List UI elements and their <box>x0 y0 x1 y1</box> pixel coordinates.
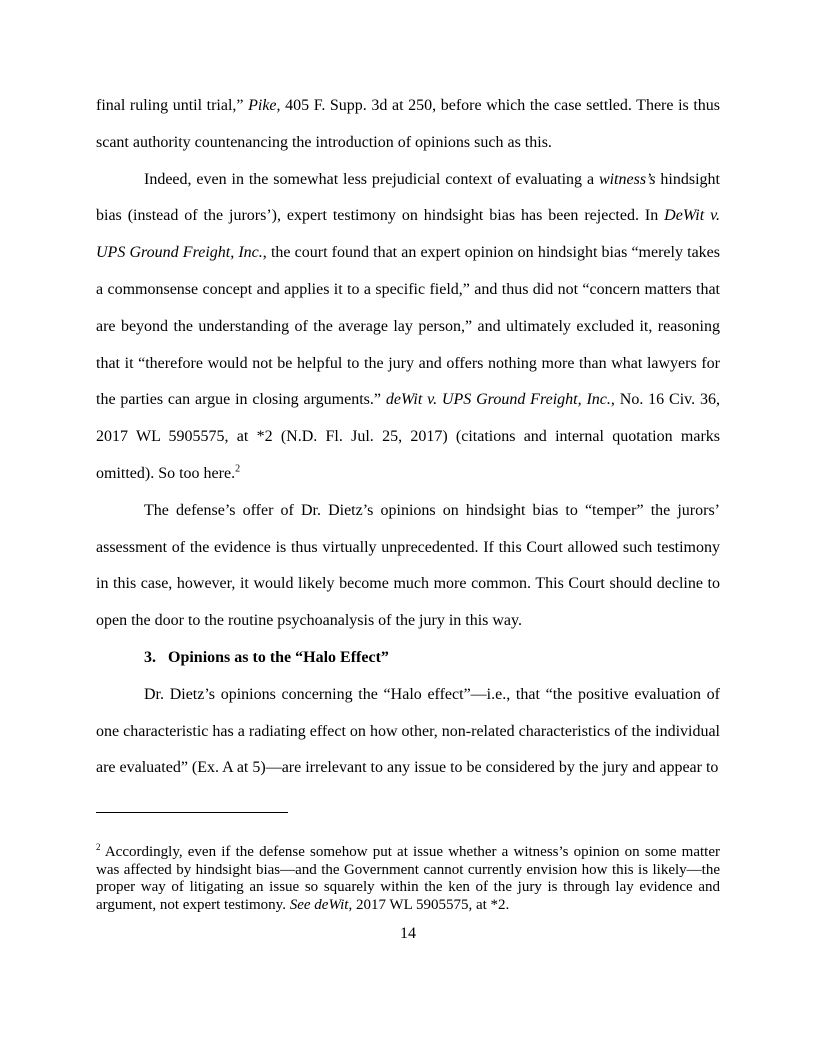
page-number: 14 <box>400 925 416 942</box>
footnote-separator <box>96 812 288 813</box>
emphasis-witness: witness’s <box>598 170 656 188</box>
footnote: $^2$ Accordingly, even if the defense somehow put at issue whether a witness’s opinion on some matter was affected by hindsight bias—and the Government cannot currently envision how this is likely—the proper way of litigating an issue so squarely within the ken of the jury is through lay evidence and argument, not expert testimony. See deWit, 2017 WL 5905575, at *2. <box>96 842 720 913</box>
paragraph-dewit: Indeed, even in the somewhat less prejudicial context of evaluating a witness’s hindsight bias (instead of the jurors’), expert testimony on hindsight bias has been rejected. In DeWit v. UPS Ground Freight, Inc., the court found that an expert opinion on hindsight bias “merely takes a commonsense concept and applies it to a specific field,” and thus did not “concern matters that are beyond the understanding of the average lay person,” and ultimately excluded it, reasoning that it “therefore would not be helpful to the jury and offers nothing more than what lawyers for the parties can argue in closing arguments.” deWit v. UPS Ground Freight, Inc., No. 16 Civ. 36, 2017 WL 5905575, at *2 (N.D. Fl. Jul. 25, 2017) (citations and internal quotation marks omitted). So too here.$^2$ <box>96 170 721 482</box>
footnote-reference: 2 <box>235 463 241 475</box>
case-name-dewit: DeWit v. UPS Ground Freight, Inc. <box>96 207 721 262</box>
document-body <box>96 88 720 787</box>
case-citation-dewit: deWit v. UPS Ground Freight, Inc. <box>385 391 611 409</box>
section-heading-halo-effect <box>96 640 720 677</box>
paragraph-halo-effect: Dr. Dietz’s opinions concerning the “Halo effect”—i.e., that “the positive evaluation of one characteristic has a radiating effect on how other, non-related characteristics of the individual are evaluated” (Ex. A at 5)—are irrelevant to any issue to be considered by the jury and appear to <box>96 685 720 777</box>
footnote-marker: 2 <box>96 842 101 852</box>
section-number: 3. <box>144 648 156 666</box>
case-name-pike: Pike <box>248 97 277 114</box>
footnote-citation-signal: See deWit <box>289 896 349 913</box>
paragraph-defense-offer: The defense’s offer of Dr. Dietz’s opinions on hindsight bias to “temper” the jurors’ assessment of the evidence is thus virtually unprecedented. If this Court allowed such testimony in this case, however, it would likely become much more common. This Court should decline to open the door to the routine psychoanalysis of the jury in this way. <box>96 501 720 630</box>
paragraph-pike-ruling: final ruling until trial,” Pike, 405 F. Supp. 3d at 250, before which the case settled. There is thus scant authority countenancing the introduction of opinions such as this. <box>96 97 720 151</box>
section-title: Opinions as to the “Halo Effect” <box>168 648 389 666</box>
